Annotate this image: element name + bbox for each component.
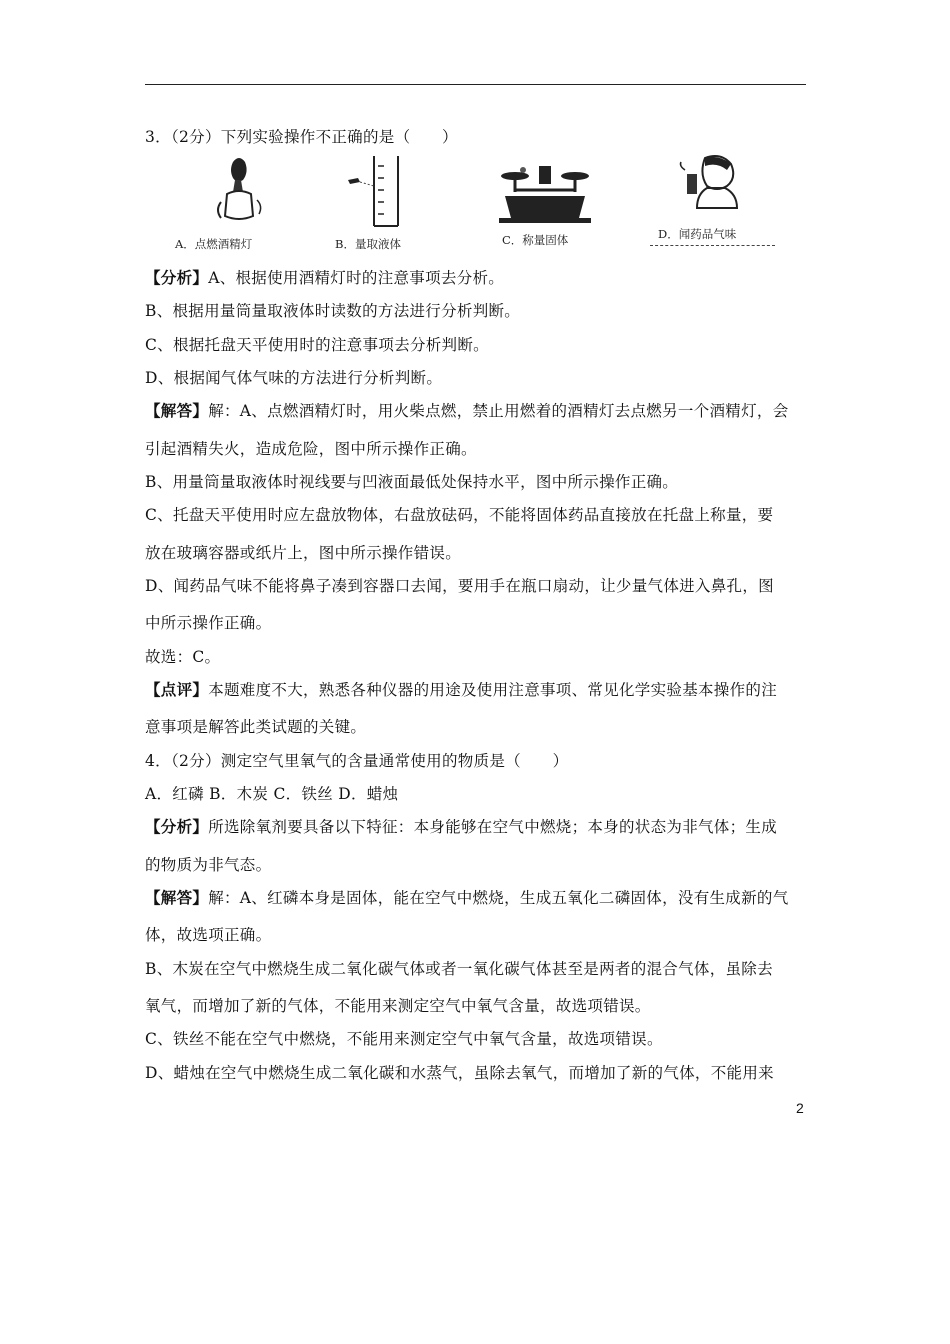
header-rule — [145, 84, 806, 85]
q4-answer-line-4: 氧气，而增加了新的气体，不能用来测定空气中氧气含量，故选项错误。 — [145, 997, 651, 1015]
answer-text: 解：A、点燃酒精灯时，用火柴点燃，禁止用燃着的酒精灯去点燃另一个酒精灯，会 — [208, 402, 789, 420]
q4-answer-line-1 — [145, 888, 815, 908]
alcohol-lamp-lighting-icon — [195, 152, 285, 232]
q3-comment-line-1 — [145, 680, 815, 700]
analysis-text: A、根据使用酒精灯时的注意事项去分析。 — [208, 269, 505, 287]
figure-a-caption: A．点燃酒精灯 — [175, 237, 253, 251]
q4-analysis-line-1 — [145, 817, 815, 837]
comment-tag: 【点评】 — [145, 680, 209, 699]
q3-question: 3．（2分）下列实验操作不正确的是（ ） — [145, 128, 458, 146]
q3-answer-choice: 故选：C。 — [145, 648, 221, 666]
answer-tag: 【解答】 — [145, 401, 209, 420]
q3-analysis-line-3: C、根据托盘天平使用时的注意事项去分析判断。 — [145, 336, 489, 354]
q3-answer-line-4: C、托盘天平使用时应左盘放物体，右盘放砝码，不能将固体药品直接放在托盘上称量，要 — [145, 506, 774, 524]
figure-d-underline — [650, 245, 775, 246]
q3-answer-line-1 — [145, 401, 815, 421]
q4-analysis-line-2: 的物质为非气态。 — [145, 856, 272, 874]
q3-answer-line-2: 引起酒精失火，造成危险，图中所示操作正确。 — [145, 440, 477, 458]
analysis-tag: 【分析】 — [145, 268, 209, 287]
q3-figures — [145, 152, 815, 252]
comment-text: 本题难度不大，熟悉各种仪器的用途及使用注意事项、常见化学实验基本操作的注 — [208, 681, 778, 699]
q4-answer-line-5: C、铁丝不能在空气中燃烧，不能用来测定空气中氧气含量，故选项错误。 — [145, 1030, 663, 1048]
graduated-cylinder-reading-icon — [340, 152, 410, 232]
q4-options: A．红磷 B．木炭 C．铁丝 D．蜡烛 — [145, 785, 399, 803]
smelling-chemical-icon — [655, 152, 755, 222]
q3-answer-line-7: 中所示操作正确。 — [145, 614, 272, 632]
q3-analysis-line-4: D、根据闻气体气味的方法进行分析判断。 — [145, 369, 443, 387]
answer-tag: 【解答】 — [145, 888, 209, 907]
answer-text: 解：A、红磷本身是固体，能在空气中燃烧，生成五氧化二磷固体，没有生成新的气 — [208, 889, 789, 907]
q3-answer-line-6: D、闻药品气味不能将鼻子凑到容器口去闻，要用手在瓶口扇动，让少量气体进入鼻孔，图 — [145, 577, 774, 595]
q3-answer-line-5: 放在玻璃容器或纸片上，图中所示操作错误。 — [145, 544, 462, 562]
figure-b-caption: B．量取液体 — [335, 237, 401, 251]
q3-comment-line-2: 意事项是解答此类试题的关键。 — [145, 718, 367, 736]
analysis-tag: 【分析】 — [145, 817, 209, 836]
q4-answer-line-6: D、蜡烛在空气中燃烧生成二氧化碳和水蒸气，虽除去氧气，而增加了新的气体，不能用来 — [145, 1064, 774, 1082]
figure-d-caption: D．闻药品气味 — [658, 227, 737, 241]
q4-answer-line-2: 体，故选项正确。 — [145, 926, 272, 944]
page-number: 2 — [796, 1100, 804, 1116]
q4-answer-line-3: B、木炭在空气中燃烧生成二氧化碳气体或者一氧化碳气体甚至是两者的混合气体，虽除去 — [145, 960, 773, 978]
analysis-text: 所选除氧剂要具备以下特征：本身能够在空气中燃烧；本身的状态为非气体；生成 — [208, 818, 778, 836]
q3-analysis-line-2: B、根据用量筒量取液体时读数的方法进行分析判断。 — [145, 302, 521, 320]
q3-analysis-line-1 — [145, 268, 815, 288]
q3-answer-line-3: B、用量筒量取液体时视线要与凹液面最低处保持水平，图中所示操作正确。 — [145, 473, 679, 491]
figure-c-caption: C．称量固体 — [502, 233, 569, 247]
q4-question: 4．（2分）测定空气里氧气的含量通常使用的物质是（ ） — [145, 752, 569, 770]
balance-weighing-icon — [495, 160, 595, 226]
